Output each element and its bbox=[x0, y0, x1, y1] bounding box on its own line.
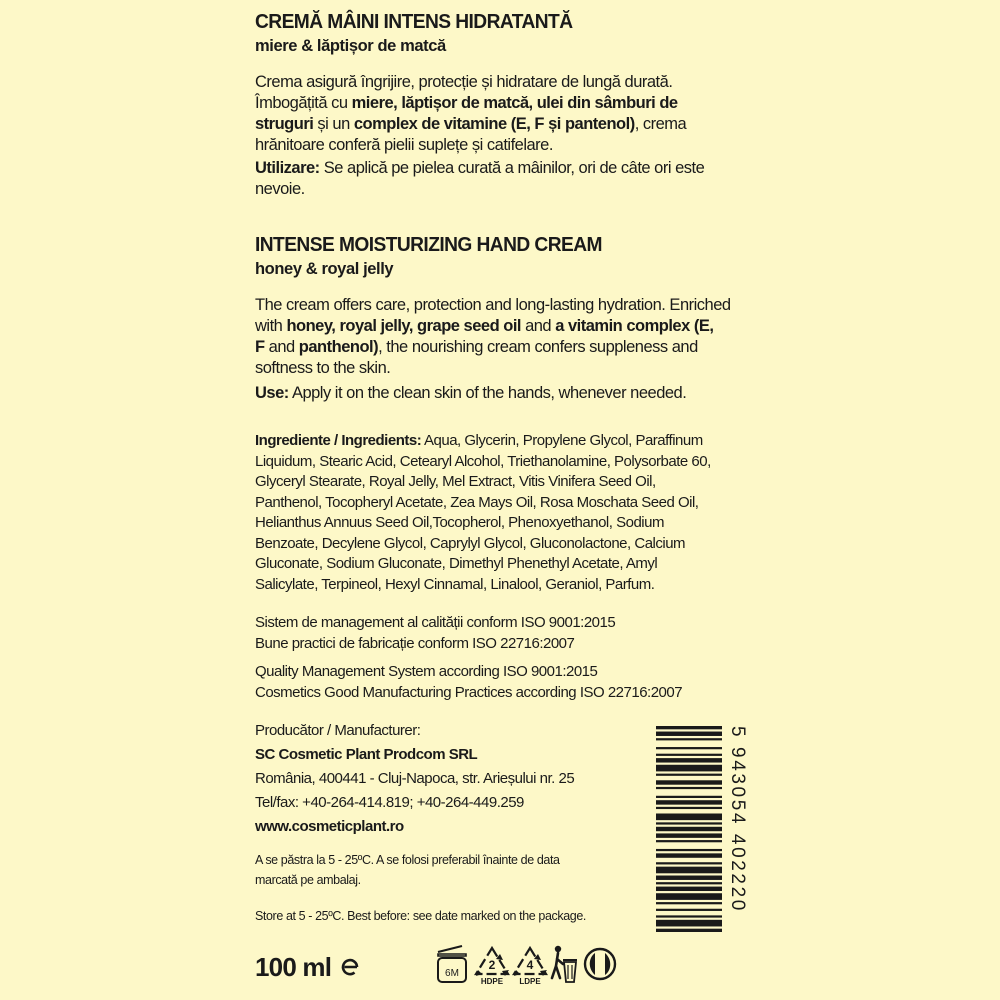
hdpe-number: 2 bbox=[488, 958, 496, 972]
green-dot-icon bbox=[582, 944, 618, 989]
en-desc-run: and bbox=[264, 338, 299, 356]
en-description bbox=[255, 295, 750, 379]
ro-desc-line-3 bbox=[255, 114, 750, 135]
storage-ro-line-2: marcată pe ambalaj. bbox=[255, 873, 361, 887]
ingredients-line-3: Glyceryl Stearate, Royal Jelly, Mel Extract, Vitis Vinifera Seed Oil, bbox=[255, 473, 656, 490]
storage-en-line: Store at 5 - 25ºC. Best before: see date marked on the package. bbox=[255, 909, 586, 923]
volume bbox=[255, 952, 362, 985]
barcode-bar bbox=[656, 867, 722, 874]
ingredients-line-2: Liquidum, Stearic Acid, Cetearyl Alcohol, Triethanolamine, Polysorbate 60, bbox=[255, 452, 711, 470]
ingredients-label: Ingrediente / Ingredients: bbox=[255, 432, 422, 449]
barcode-bar bbox=[656, 813, 722, 820]
ingredients-line-8: Salicylate, Terpineol, Hexyl Cinnamal, Linalool, Geraniol, Parfum. bbox=[255, 575, 655, 593]
quality-ro bbox=[255, 613, 755, 654]
manufacturer-label: Producător / Manufacturer: bbox=[255, 722, 421, 739]
ro-desc-run: , crema bbox=[634, 115, 687, 133]
quality-en-line-1: Quality Management System according ISO 9001:2015 bbox=[255, 663, 598, 680]
tidyman-icon bbox=[548, 944, 580, 993]
en-usage bbox=[255, 383, 750, 404]
en-usage-label: Use: bbox=[255, 384, 289, 402]
barcode-bar bbox=[656, 902, 722, 904]
barcode-bar bbox=[656, 796, 722, 798]
barcode-bar bbox=[656, 822, 722, 824]
barcode-bar bbox=[656, 887, 722, 891]
barcode-bar bbox=[656, 774, 722, 776]
en-desc-run: , the nourishing cream confers suppleness and bbox=[378, 338, 698, 356]
ro-usage-line-2: nevoie. bbox=[255, 180, 305, 198]
ro-desc-line-1 bbox=[255, 72, 750, 93]
barcode-bar bbox=[656, 827, 722, 831]
barcode-bar bbox=[656, 800, 722, 804]
open-jar-6m-icon bbox=[432, 944, 472, 993]
storage-ro-line-1: A se păstra la 5 - 25ºC. A se folosi preferabil înainte de data bbox=[255, 853, 560, 867]
barcode-bar bbox=[656, 840, 722, 842]
quality-ro-line-1: Sistem de management al calității conform ISO 9001:2015 bbox=[255, 614, 616, 631]
ingredients-line-7: Gluconate, Sodium Gluconate, Dimethyl Phenethyl Acetate, Amyl bbox=[255, 555, 658, 572]
ldpe-number: 4 bbox=[526, 958, 534, 972]
barcode-bar bbox=[656, 807, 722, 809]
pao-text: 6M bbox=[445, 968, 459, 979]
en-desc-line-3 bbox=[255, 337, 750, 358]
barcode-bar bbox=[656, 862, 722, 864]
barcode-bar bbox=[656, 726, 722, 729]
barcode-bar bbox=[656, 853, 722, 857]
barcode-bar bbox=[656, 758, 722, 762]
ro-desc-run: Crema asigură îngrijire, protecție și hidratare de lungă durată. bbox=[255, 73, 673, 91]
en-desc-run: F bbox=[255, 338, 265, 356]
barcode-bar bbox=[656, 915, 722, 917]
hdpe-label: HDPE bbox=[480, 977, 504, 986]
volume-text: 100 ml bbox=[255, 952, 332, 982]
ro-desc-line-4 bbox=[255, 135, 750, 156]
en-desc-run: and bbox=[521, 317, 556, 335]
storage-ro bbox=[255, 850, 635, 890]
barcode-bar bbox=[656, 929, 722, 932]
manufacturer-address: România, 400441 - Cluj-Napoca, str. Arieșului nr. 25 bbox=[255, 770, 575, 787]
storage-en bbox=[255, 906, 635, 926]
en-desc-run: softness to the skin. bbox=[255, 359, 391, 377]
en-desc-run: The cream offers care, protection and long-lasting hydration. Enriched bbox=[255, 296, 731, 314]
en-desc-run: honey, royal jelly, grape seed oil bbox=[286, 317, 521, 335]
en-desc-line-1 bbox=[255, 295, 750, 316]
ro-description bbox=[255, 72, 750, 156]
ingredients-line-5: Helianthus Annuus Seed Oil,Tocopherol, Phenoxyethanol, Sodium bbox=[255, 514, 664, 531]
barcode-bar bbox=[656, 780, 722, 784]
quality-en-line-2: Cosmetics Good Manufacturing Practices according ISO 22716:2007 bbox=[255, 683, 683, 701]
ro-desc-run: Îmbogățită cu bbox=[255, 94, 352, 112]
quality-ro-line-2: Bune practici de fabricație conform ISO 22716:2007 bbox=[255, 634, 575, 652]
ingredients-line-4: Panthenol, Tocopheryl Acetate, Zea Mays Oil, Rosa Moschata Seed Oil, bbox=[255, 493, 699, 511]
barcode-bar bbox=[656, 876, 722, 880]
ro-desc-run: și un bbox=[313, 115, 354, 133]
ingredients-line-6: Benzoate, Decylene Glycol, Caprylyl Glycol, Gluconolactone, Calcium bbox=[255, 534, 686, 552]
en-desc-line-2 bbox=[255, 316, 750, 337]
manufacturer-name: SC Cosmetic Plant Prodcom SRL bbox=[255, 746, 478, 763]
barcode-bar bbox=[656, 747, 722, 749]
en-usage-line-1: Apply it on the clean skin of the hands, whenever needed. bbox=[291, 384, 687, 402]
en-desc-run: panthenol) bbox=[298, 338, 379, 356]
barcode-number: 5 943054 402220 bbox=[727, 726, 748, 913]
barcode-bar bbox=[656, 787, 722, 789]
ro-subtitle: miere & lăptișor de matcă bbox=[255, 37, 446, 55]
barcode-bar bbox=[656, 882, 722, 884]
ro-usage-label: Utilizare: bbox=[255, 159, 320, 177]
ro-title: CREMĂ MÂINI INTENS HIDRATANTĂ bbox=[255, 11, 573, 33]
en-section bbox=[255, 233, 750, 404]
quality-en bbox=[255, 662, 755, 703]
estimated-sign-icon bbox=[340, 954, 362, 985]
ro-desc-run: hrănitoare conferă pielii suplețe și catifelare. bbox=[255, 136, 553, 154]
barcode-bar bbox=[656, 909, 722, 911]
ingredients bbox=[255, 431, 755, 595]
ro-usage bbox=[255, 158, 750, 200]
barcode-bar bbox=[656, 754, 722, 756]
ro-desc-run: complex de vitamine (E, F și pantenol) bbox=[353, 115, 635, 133]
en-subtitle: honey & royal jelly bbox=[255, 260, 394, 278]
barcode-bar bbox=[656, 732, 722, 736]
barcode-bar bbox=[656, 893, 722, 900]
ro-desc-run: struguri bbox=[255, 115, 314, 133]
en-desc-line-4 bbox=[255, 358, 750, 379]
barcode-bar bbox=[656, 738, 722, 740]
barcode-bar bbox=[656, 920, 722, 927]
en-title: INTENSE MOISTURIZING HAND CREAM bbox=[255, 234, 602, 256]
recycle-ldpe-icon bbox=[510, 944, 550, 993]
barcode-bar bbox=[656, 765, 722, 772]
ldpe-label: LDPE bbox=[519, 977, 541, 986]
barcode-bar bbox=[656, 849, 722, 851]
ro-desc-line-2 bbox=[255, 93, 750, 114]
barcode-bar bbox=[656, 833, 722, 837]
ingredients-line-1: Aqua, Glycerin, Propylene Glycol, Paraffinum bbox=[421, 432, 703, 449]
recycle-hdpe-icon bbox=[472, 944, 512, 993]
ro-usage-line-1: Se aplică pe pielea curată a mâinilor, ori de câte ori este bbox=[323, 159, 705, 177]
ro-desc-run: miere, lăptișor de matcă, ulei din sâmburi de bbox=[351, 94, 678, 112]
ro-section bbox=[255, 10, 750, 200]
manufacturer-phone: Tel/fax: +40-264-414.819; +40-264-449.259 bbox=[255, 794, 524, 811]
manufacturer-website[interactable]: www.cosmeticplant.ro bbox=[255, 818, 404, 835]
en-desc-run: with bbox=[255, 317, 287, 335]
en-desc-run: a vitamin complex (E, bbox=[555, 317, 714, 335]
